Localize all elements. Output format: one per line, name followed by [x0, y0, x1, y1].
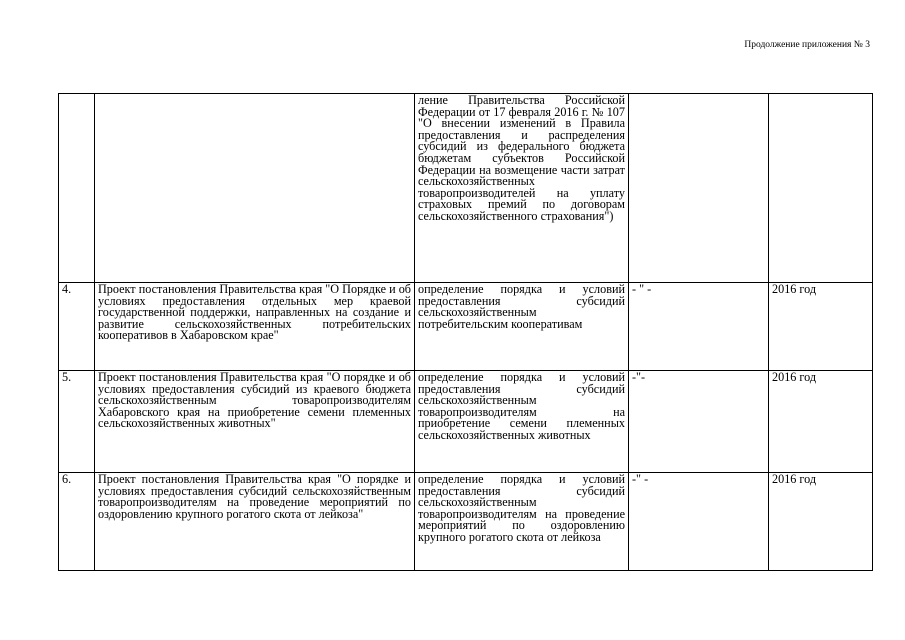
- row-responsible: [629, 94, 769, 283]
- row-purpose: определение порядка и условий предоставления субсидий сельскохозяйственным товаропроизводителям на проведение мероприятий по оздоровлению крупного рогатого скота от лейкоза: [415, 473, 629, 571]
- row-responsible: - " -: [629, 283, 769, 371]
- row-responsible: -" -: [629, 473, 769, 571]
- row-number: 6.: [59, 473, 95, 571]
- row-document-name: [95, 94, 415, 283]
- row-document-name: Проект постановления Правительства края "О порядке и условиях предоставления субсидий сельскохозяйственным товаропроизводителям на проведение мероприятий по оздоровлению крупного рогатого скота от лейкоза": [95, 473, 415, 571]
- row-purpose: определение порядка и условий предоставления субсидий сельскохозяйственным потребительским кооперативам: [415, 283, 629, 371]
- table-row: [59, 371, 873, 473]
- plan-table: [58, 93, 873, 571]
- row-document-name: Проект постановления Правительства края "О порядке и об условиях предоставления субсидий из краевого бюджета сельскохозяйственным товаропроизводителям Хабаровского края на приобретение семени племенных сельскохозяйственных животных": [95, 371, 415, 473]
- page-header-continuation: Продолжение приложения № 3: [744, 40, 870, 50]
- row-number: 5.: [59, 371, 95, 473]
- row-deadline: 2016 год: [769, 473, 873, 571]
- row-purpose: ление Правительства Российской Федерации от 17 февраля 2016 г. № 107 "О внесении изменений в Правила предоставления и распределения субсидий из федерального бюджета бюджетам субъектов Российской Федерации на возмещение части затрат сельскохозяйственных товаропроизводителей на уплату страховых премий по договорам сельскохозяйственного страхования"): [415, 94, 629, 283]
- row-number: [59, 94, 95, 283]
- table-row: [59, 94, 873, 283]
- row-deadline: 2016 год: [769, 283, 873, 371]
- table-row: [59, 283, 873, 371]
- row-document-name: Проект постановления Правительства края "О Порядке и об условиях предоставления отдельных мер краевой государственной поддержки, направленных на создание и развитие сельскохозяйственных потребительских кооперативов в Хабаровском крае": [95, 283, 415, 371]
- row-number: 4.: [59, 283, 95, 371]
- row-deadline: [769, 94, 873, 283]
- row-responsible: -"-: [629, 371, 769, 473]
- row-deadline: 2016 год: [769, 371, 873, 473]
- row-purpose: определение порядка и условий предоставления субсидий сельскохозяйственным товаропроизводителям на приобретение семени племенных сельскохозяйственных животных: [415, 371, 629, 473]
- table-row: [59, 473, 873, 571]
